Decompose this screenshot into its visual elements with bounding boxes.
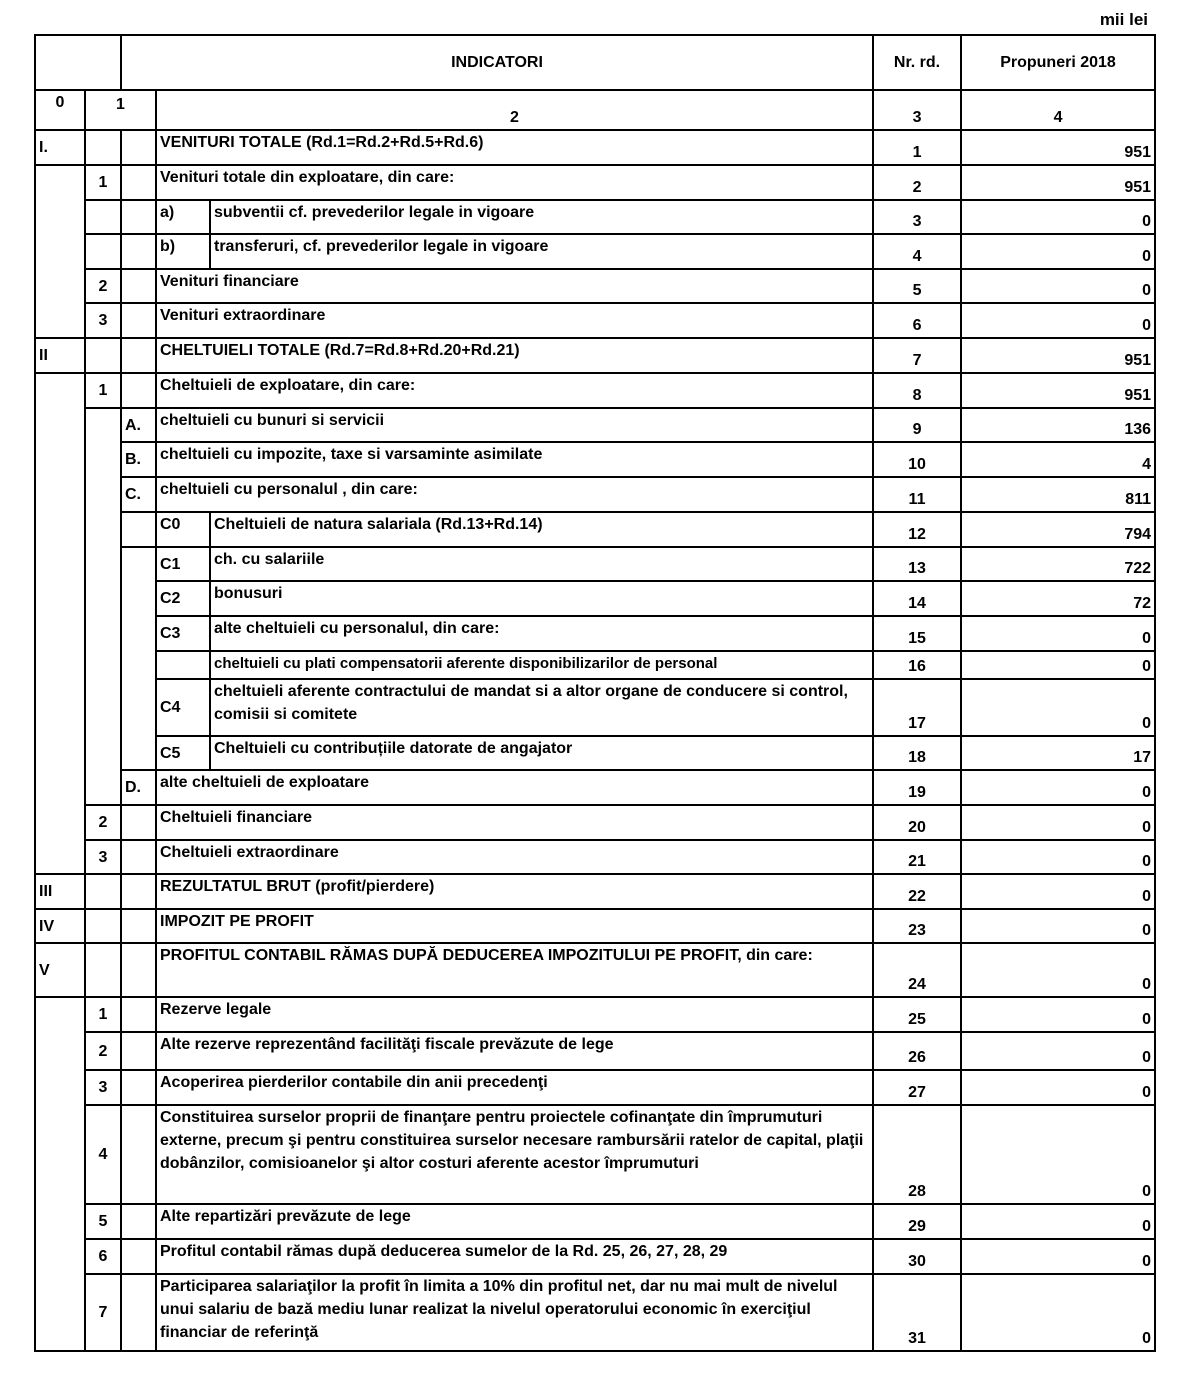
table-row (35, 1032, 1155, 1070)
row-number: 8 (873, 373, 961, 408)
row-value: 0 (961, 651, 1155, 679)
row-value: 0 (961, 679, 1155, 736)
row-level1-label: 5 (85, 1204, 121, 1239)
row-value: 0 (961, 1070, 1155, 1105)
row-number: 21 (873, 840, 961, 874)
row-sub-label: C0 (156, 512, 210, 547)
row-number: 17 (873, 679, 961, 736)
row-indicator: Cheltuieli de exploatare, din care: (156, 373, 873, 408)
row-indicator: alte cheltuieli de exploatare (156, 770, 873, 805)
row-value: 0 (961, 805, 1155, 840)
row-number: 19 (873, 770, 961, 805)
table-row (35, 616, 1155, 651)
row-number: 25 (873, 997, 961, 1032)
table-row (35, 1204, 1155, 1239)
row-value: 0 (961, 1239, 1155, 1274)
row-indicator: alte cheltuieli cu personalul, din care: (210, 616, 873, 651)
budget-table (34, 34, 1156, 1352)
row-value: 722 (961, 547, 1155, 581)
row-value: 951 (961, 130, 1155, 165)
row-sub-label: C2 (156, 581, 210, 616)
table-row (35, 581, 1155, 616)
row-level1-label: 2 (85, 269, 121, 303)
table-row (35, 408, 1155, 442)
row-indicator: cheltuieli cu bunuri si servicii (156, 408, 873, 442)
header-indicatori: INDICATORI (121, 35, 873, 90)
row-value: 4 (961, 442, 1155, 477)
row-level2-label: B. (121, 442, 156, 477)
row-number: 13 (873, 547, 961, 581)
row-level1-label: 3 (85, 303, 121, 338)
row-level0-label: IV (35, 909, 85, 943)
row-value: 0 (961, 770, 1155, 805)
col-index-1: 1 (85, 90, 156, 130)
column-index-row (35, 90, 1155, 130)
row-value: 811 (961, 477, 1155, 512)
row-value: 0 (961, 909, 1155, 943)
row-number: 15 (873, 616, 961, 651)
col-index-4: 4 (961, 90, 1155, 130)
row-sub-label: a) (156, 200, 210, 234)
row-indicator: Venituri extraordinare (156, 303, 873, 338)
row-number: 14 (873, 581, 961, 616)
table-row (35, 442, 1155, 477)
row-number: 18 (873, 736, 961, 770)
table-row (35, 651, 1155, 679)
table-row (35, 840, 1155, 874)
row-value: 794 (961, 512, 1155, 547)
row-sub-label: C4 (156, 679, 210, 736)
row-level1-label: 6 (85, 1239, 121, 1274)
row-number: 10 (873, 442, 961, 477)
row-indicator: transferuri, cf. prevederilor legale in vigoare (210, 234, 873, 269)
row-number: 11 (873, 477, 961, 512)
row-indicator: Profitul contabil rămas după deducerea sumelor de la Rd. 25, 26, 27, 28, 29 (156, 1239, 873, 1274)
table-row (35, 373, 1155, 408)
table-row (35, 909, 1155, 943)
row-indicator: CHELTUIELI TOTALE (Rd.7=Rd.8+Rd.20+Rd.21) (156, 338, 873, 373)
row-indicator: subventii cf. prevederilor legale in vigoare (210, 200, 873, 234)
row-indicator: cheltuieli cu plati compensatorii aferente disponibilizarilor de personal (210, 651, 873, 679)
row-value: 0 (961, 997, 1155, 1032)
row-value: 0 (961, 1032, 1155, 1070)
row-value: 951 (961, 338, 1155, 373)
table-row (35, 679, 1155, 736)
row-number: 7 (873, 338, 961, 373)
row-level1-label: 1 (85, 373, 121, 408)
row-number: 2 (873, 165, 961, 200)
table-row (35, 338, 1155, 373)
row-indicator: VENITURI TOTALE (Rd.1=Rd.2+Rd.5+Rd.6) (156, 130, 873, 165)
row-value: 0 (961, 616, 1155, 651)
row-value: 0 (961, 269, 1155, 303)
unit-label: mii lei (1099, 10, 1148, 29)
row-indicator: cheltuieli aferente contractului de mandat si a altor organe de conducere si control, comisii si comitete (210, 679, 873, 736)
row-indicator: cheltuieli cu personalul , din care: (156, 477, 873, 512)
row-sub-label: C1 (156, 547, 210, 581)
row-indicator: IMPOZIT PE PROFIT (156, 909, 873, 943)
row-value: 0 (961, 943, 1155, 997)
row-indicator: Alte repartizări prevăzute de lege (156, 1204, 873, 1239)
row-indicator: PROFITUL CONTABIL RĂMAS DUPĂ DEDUCEREA IMPOZITULUI PE PROFIT, din care: (156, 943, 873, 997)
table-row (35, 997, 1155, 1032)
header-empty-cell (35, 35, 121, 90)
row-value: 0 (961, 1204, 1155, 1239)
row-number: 28 (873, 1105, 961, 1204)
row-indicator: bonusuri (210, 581, 873, 616)
row-indicator: Cheltuieli extraordinare (156, 840, 873, 874)
table-row (35, 770, 1155, 805)
row-level0-label: II (35, 338, 85, 373)
table-row (35, 547, 1155, 581)
table-row (35, 477, 1155, 512)
row-indicator: Cheltuieli financiare (156, 805, 873, 840)
row-number: 9 (873, 408, 961, 442)
row-level0-label: I. (35, 130, 85, 165)
row-number: 4 (873, 234, 961, 269)
table-row (35, 130, 1155, 165)
row-indicator: Constituirea surselor proprii de finanţare pentru proiectele cofinanţate din împrumuturi externe, precum şi pentru constituirea surselor necesare rambursării ratelor de capital, plaţii dobânzilor, comisioanelor şi altor costuri aferente acestor împrumuturi (156, 1105, 873, 1204)
row-value: 0 (961, 234, 1155, 269)
row-sub-label (156, 651, 210, 679)
row-number: 1 (873, 130, 961, 165)
col-index-3: 3 (873, 90, 961, 130)
row-number: 24 (873, 943, 961, 997)
row-value: 0 (961, 1105, 1155, 1204)
row-indicator: REZULTATUL BRUT (profit/pierdere) (156, 874, 873, 909)
row-sub-label: b) (156, 234, 210, 269)
row-number: 12 (873, 512, 961, 547)
row-number: 3 (873, 200, 961, 234)
row-level1-label: 7 (85, 1274, 121, 1351)
col-index-2: 2 (156, 90, 873, 130)
row-value: 0 (961, 303, 1155, 338)
table-row (35, 874, 1155, 909)
row-indicator: Cheltuieli cu contribuțiile datorate de angajator (210, 736, 873, 770)
row-number: 26 (873, 1032, 961, 1070)
row-level1-label: 3 (85, 1070, 121, 1105)
row-value: 0 (961, 874, 1155, 909)
row-indicator: Alte rezerve reprezentând facilităţi fiscale prevăzute de lege (156, 1032, 873, 1070)
row-indicator: Participarea salariaţilor la profit în limita a 10% din profitul net, dar nu mai mult de nivelul unui salariu de bază mediu lunar realizat la nivelul operatorului economic în exerciţiul financiar de referinţă (156, 1274, 873, 1351)
row-value: 17 (961, 736, 1155, 770)
row-indicator: Acoperirea pierderilor contabile din anii precedenţi (156, 1070, 873, 1105)
row-level2-label: C. (121, 477, 156, 512)
table-row (35, 943, 1155, 997)
row-level1-label: 4 (85, 1105, 121, 1204)
row-indicator: ch. cu salariile (210, 547, 873, 581)
row-value: 0 (961, 1274, 1155, 1351)
table-row (35, 269, 1155, 303)
table-row (35, 805, 1155, 840)
row-level2-label: D. (121, 770, 156, 805)
row-number: 29 (873, 1204, 961, 1239)
row-number: 20 (873, 805, 961, 840)
row-indicator: cheltuieli cu impozite, taxe si varsaminte asimilate (156, 442, 873, 477)
table-row (35, 234, 1155, 269)
row-level1-label: 2 (85, 805, 121, 840)
table-row (35, 165, 1155, 200)
row-indicator: Venituri totale din exploatare, din care: (156, 165, 873, 200)
row-number: 6 (873, 303, 961, 338)
row-number: 5 (873, 269, 961, 303)
row-value: 951 (961, 373, 1155, 408)
table-row (35, 1105, 1155, 1204)
row-level1-label: 3 (85, 840, 121, 874)
row-level1-label: 1 (85, 997, 121, 1032)
row-number: 23 (873, 909, 961, 943)
row-indicator: Cheltuieli de natura salariala (Rd.13+Rd.14) (210, 512, 873, 547)
row-indicator: Rezerve legale (156, 997, 873, 1032)
row-value: 136 (961, 408, 1155, 442)
col-index-0: 0 (35, 90, 85, 130)
table-row (35, 1070, 1155, 1105)
table-row (35, 1239, 1155, 1274)
row-number: 22 (873, 874, 961, 909)
row-number: 27 (873, 1070, 961, 1105)
row-level0-label: III (35, 874, 85, 909)
table-row (35, 512, 1155, 547)
row-number: 16 (873, 651, 961, 679)
row-value: 0 (961, 200, 1155, 234)
row-number: 30 (873, 1239, 961, 1274)
row-sub-label: C3 (156, 616, 210, 651)
row-indicator: Venituri financiare (156, 269, 873, 303)
table-row (35, 303, 1155, 338)
row-level0-label: V (35, 943, 85, 997)
table-row (35, 200, 1155, 234)
row-level2-label: A. (121, 408, 156, 442)
row-value: 0 (961, 840, 1155, 874)
row-level1-label: 2 (85, 1032, 121, 1070)
row-number: 31 (873, 1274, 961, 1351)
table-header-row (35, 35, 1155, 90)
row-value: 72 (961, 581, 1155, 616)
header-propuneri: Propuneri 2018 (961, 35, 1155, 90)
row-sub-label: C5 (156, 736, 210, 770)
row-value: 951 (961, 165, 1155, 200)
table-row (35, 736, 1155, 770)
row-level1-label: 1 (85, 165, 121, 200)
table-row (35, 1274, 1155, 1351)
header-nr-rd: Nr. rd. (873, 35, 961, 90)
